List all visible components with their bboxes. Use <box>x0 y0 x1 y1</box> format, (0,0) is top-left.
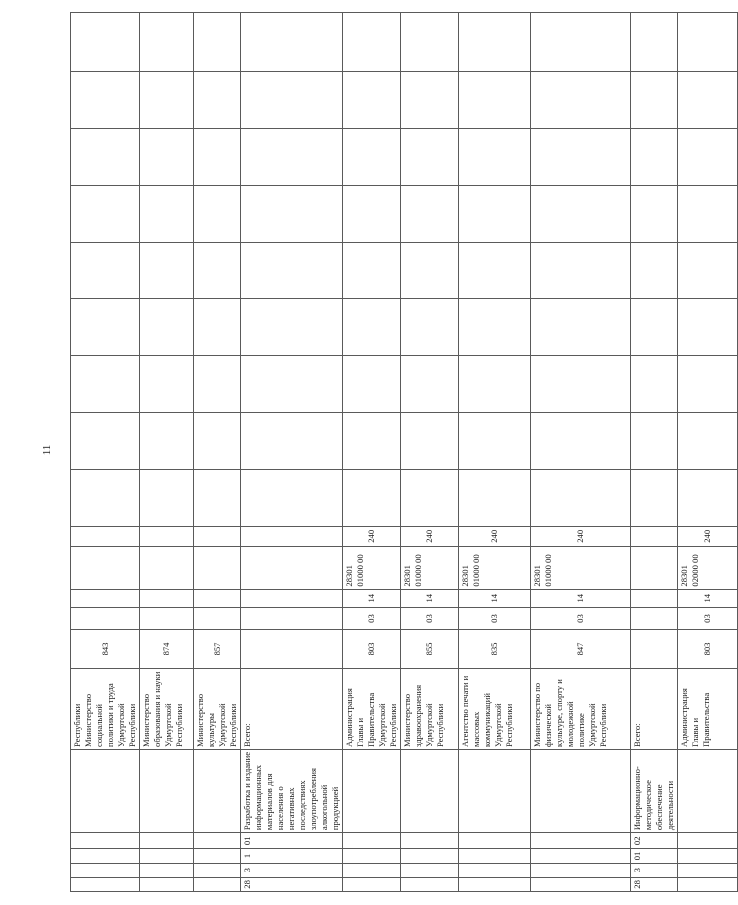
cell-csr <box>241 546 343 589</box>
cell-amount <box>140 356 194 413</box>
cell-amount <box>459 72 531 129</box>
cell-c3 <box>401 849 459 863</box>
cell-amount <box>71 469 140 526</box>
cell-amount <box>401 469 459 526</box>
cell-rz: 03 <box>678 607 738 629</box>
cell-amount <box>343 128 401 185</box>
cell-grbs: 803 <box>343 630 401 669</box>
cell-amount <box>140 299 194 356</box>
page-number: 11 <box>41 444 53 456</box>
cell-executor: Всего: <box>631 668 678 749</box>
cell-c2: 3 <box>631 863 678 877</box>
cell-amount <box>241 469 343 526</box>
cell-amount <box>631 185 678 242</box>
cell-csr: 28301 01000 00 <box>401 546 459 589</box>
cell-amount <box>631 242 678 299</box>
cell-c4 <box>531 833 631 849</box>
cell-c2 <box>140 863 194 877</box>
cell-amount <box>194 185 241 242</box>
cell-csr: 28301 01000 00 <box>459 546 531 589</box>
cell-no <box>71 877 140 891</box>
cell-amount <box>140 469 194 526</box>
cell-pr <box>631 589 678 607</box>
cell-amount <box>194 13 241 72</box>
cell-pr <box>241 589 343 607</box>
cell-executor: Министерство по физической культуре, спорту и молодежной политике Удмуртской Республики <box>531 668 631 749</box>
cell-amount <box>71 13 140 72</box>
cell-amount <box>241 299 343 356</box>
table-row <box>401 13 459 892</box>
cell-amount <box>71 185 140 242</box>
cell-pr <box>140 589 194 607</box>
cell-no <box>140 877 194 891</box>
cell-grbs: 843 <box>71 630 140 669</box>
cell-c2 <box>531 863 631 877</box>
cell-rz <box>631 607 678 629</box>
cell-c3 <box>194 849 241 863</box>
cell-measure <box>459 749 531 832</box>
cell-vr <box>71 526 140 546</box>
cell-c4 <box>140 833 194 849</box>
cell-amount <box>194 128 241 185</box>
cell-csr: 28301 01000 00 <box>531 546 631 589</box>
cell-c2: 3 <box>241 863 343 877</box>
cell-amount <box>401 413 459 470</box>
table-row <box>531 13 631 892</box>
cell-c3 <box>140 849 194 863</box>
table-row <box>459 13 531 892</box>
cell-amount <box>531 413 631 470</box>
cell-amount <box>531 128 631 185</box>
cell-amount <box>631 469 678 526</box>
cell-amount <box>678 128 738 185</box>
cell-rz <box>71 607 140 629</box>
cell-measure <box>531 749 631 832</box>
cell-vr: 240 <box>459 526 531 546</box>
cell-amount <box>343 185 401 242</box>
budget-table <box>70 12 738 892</box>
cell-executor: Всего: <box>241 668 343 749</box>
cell-pr: 14 <box>459 589 531 607</box>
cell-amount <box>140 242 194 299</box>
cell-c4: 02 <box>631 833 678 849</box>
cell-amount <box>401 128 459 185</box>
cell-grbs <box>631 630 678 669</box>
table-row <box>71 13 140 892</box>
cell-amount <box>343 72 401 129</box>
cell-no <box>459 877 531 891</box>
table-row <box>631 13 678 892</box>
cell-c3 <box>343 849 401 863</box>
cell-no <box>678 877 738 891</box>
cell-amount <box>343 356 401 413</box>
cell-amount <box>140 413 194 470</box>
cell-amount <box>343 413 401 470</box>
cell-amount <box>401 356 459 413</box>
cell-grbs: 857 <box>194 630 241 669</box>
cell-no <box>194 877 241 891</box>
cell-measure <box>140 749 194 832</box>
cell-amount <box>71 413 140 470</box>
cell-amount <box>241 413 343 470</box>
cell-amount <box>401 242 459 299</box>
cell-no: 28 <box>241 877 343 891</box>
cell-vr: 240 <box>343 526 401 546</box>
cell-amount <box>401 13 459 72</box>
cell-measure <box>678 749 738 832</box>
table-row <box>194 13 241 892</box>
cell-amount <box>631 13 678 72</box>
cell-rz: 03 <box>531 607 631 629</box>
cell-c2 <box>343 863 401 877</box>
cell-amount <box>459 413 531 470</box>
cell-amount <box>531 242 631 299</box>
cell-measure <box>401 749 459 832</box>
cell-amount <box>71 128 140 185</box>
cell-executor: Министерство образования и науки Удмуртской Республики <box>140 668 194 749</box>
cell-amount <box>531 72 631 129</box>
cell-pr <box>71 589 140 607</box>
cell-amount <box>531 299 631 356</box>
cell-amount <box>194 242 241 299</box>
cell-amount <box>459 356 531 413</box>
cell-rz <box>241 607 343 629</box>
cell-measure: Разработка и издание информационных материалов для населения о негативных последствиях злоупотребления алкогольной продукцией <box>241 749 343 832</box>
cell-rz: 03 <box>401 607 459 629</box>
cell-amount <box>631 128 678 185</box>
cell-amount <box>678 413 738 470</box>
cell-c2 <box>401 863 459 877</box>
cell-amount <box>343 242 401 299</box>
cell-c4 <box>71 833 140 849</box>
cell-c4 <box>194 833 241 849</box>
cell-amount <box>194 72 241 129</box>
cell-c2 <box>459 863 531 877</box>
cell-amount <box>194 356 241 413</box>
cell-pr: 14 <box>343 589 401 607</box>
cell-no: 28 <box>631 877 678 891</box>
cell-c3: 1 <box>241 849 343 863</box>
cell-rz: 03 <box>343 607 401 629</box>
cell-c2 <box>194 863 241 877</box>
cell-amount <box>531 13 631 72</box>
cell-amount <box>241 356 343 413</box>
cell-grbs: 847 <box>531 630 631 669</box>
cell-amount <box>241 242 343 299</box>
cell-csr <box>194 546 241 589</box>
cell-amount <box>343 299 401 356</box>
cell-c4 <box>678 833 738 849</box>
cell-c3 <box>71 849 140 863</box>
cell-c4 <box>343 833 401 849</box>
cell-pr <box>194 589 241 607</box>
cell-amount <box>631 413 678 470</box>
cell-vr <box>194 526 241 546</box>
cell-amount <box>140 72 194 129</box>
table-row <box>241 13 343 892</box>
cell-amount <box>343 13 401 72</box>
cell-amount <box>459 13 531 72</box>
cell-amount <box>631 356 678 413</box>
cell-measure <box>343 749 401 832</box>
table-row <box>140 13 194 892</box>
cell-csr <box>631 546 678 589</box>
cell-amount <box>140 13 194 72</box>
cell-amount <box>401 72 459 129</box>
cell-executor: Министерство здравоохранения Удмуртской Республики <box>401 668 459 749</box>
table-row <box>678 13 738 892</box>
cell-vr <box>241 526 343 546</box>
cell-grbs: 855 <box>401 630 459 669</box>
budget-table-sheet <box>70 12 712 892</box>
cell-vr: 240 <box>401 526 459 546</box>
cell-grbs: 803 <box>678 630 738 669</box>
cell-csr: 28301 01000 00 <box>343 546 401 589</box>
cell-amount <box>140 128 194 185</box>
cell-pr: 14 <box>531 589 631 607</box>
cell-amount <box>678 356 738 413</box>
cell-grbs <box>241 630 343 669</box>
cell-grbs: 874 <box>140 630 194 669</box>
cell-vr <box>631 526 678 546</box>
cell-no <box>531 877 631 891</box>
cell-amount <box>71 72 140 129</box>
cell-measure: Информационно-методическое обеспечение деятельности <box>631 749 678 832</box>
cell-amount <box>531 185 631 242</box>
cell-executor: Агентство печати и массовых коммуникаций Удмуртской Республики <box>459 668 531 749</box>
cell-amount <box>401 185 459 242</box>
cell-amount <box>194 413 241 470</box>
cell-grbs: 835 <box>459 630 531 669</box>
cell-c2 <box>678 863 738 877</box>
cell-amount <box>140 185 194 242</box>
cell-amount <box>241 13 343 72</box>
cell-amount <box>194 299 241 356</box>
cell-no <box>401 877 459 891</box>
cell-amount <box>71 299 140 356</box>
cell-executor: Республики Министерство социальной политики и труда Удмуртской Республики <box>71 668 140 749</box>
cell-amount <box>241 185 343 242</box>
cell-rz: 03 <box>459 607 531 629</box>
cell-amount <box>531 356 631 413</box>
cell-executor: Министерство культуры Удмуртской Республики <box>194 668 241 749</box>
cell-amount <box>459 128 531 185</box>
cell-amount <box>678 13 738 72</box>
cell-csr <box>140 546 194 589</box>
cell-amount <box>678 299 738 356</box>
cell-amount <box>71 242 140 299</box>
cell-pr: 14 <box>401 589 459 607</box>
cell-amount <box>631 299 678 356</box>
cell-amount <box>678 72 738 129</box>
cell-c4: 01 <box>241 833 343 849</box>
cell-c4 <box>459 833 531 849</box>
cell-c4 <box>401 833 459 849</box>
cell-amount <box>459 242 531 299</box>
cell-c3 <box>678 849 738 863</box>
cell-vr: 240 <box>531 526 631 546</box>
cell-csr: 28301 02000 00 <box>678 546 738 589</box>
cell-c2 <box>71 863 140 877</box>
cell-amount <box>241 72 343 129</box>
cell-amount <box>459 469 531 526</box>
cell-measure <box>194 749 241 832</box>
cell-amount <box>678 242 738 299</box>
cell-amount <box>241 128 343 185</box>
cell-pr: 14 <box>678 589 738 607</box>
cell-c3 <box>531 849 631 863</box>
cell-amount <box>343 469 401 526</box>
cell-measure <box>71 749 140 832</box>
cell-c3: 01 <box>631 849 678 863</box>
cell-csr <box>71 546 140 589</box>
cell-amount <box>459 185 531 242</box>
cell-vr <box>140 526 194 546</box>
cell-rz <box>140 607 194 629</box>
cell-amount <box>71 356 140 413</box>
cell-rz <box>194 607 241 629</box>
cell-executor: Администрация Главы и Правительства Удмуртской Республики <box>343 668 401 749</box>
cell-amount <box>631 72 678 129</box>
cell-executor: Администрация Главы и Правительства <box>678 668 738 749</box>
cell-c3 <box>459 849 531 863</box>
table-row <box>343 13 401 892</box>
cell-amount <box>678 469 738 526</box>
cell-amount <box>459 299 531 356</box>
cell-no <box>343 877 401 891</box>
cell-amount <box>194 469 241 526</box>
cell-amount <box>401 299 459 356</box>
cell-amount <box>531 469 631 526</box>
cell-amount <box>678 185 738 242</box>
cell-vr: 240 <box>678 526 738 546</box>
